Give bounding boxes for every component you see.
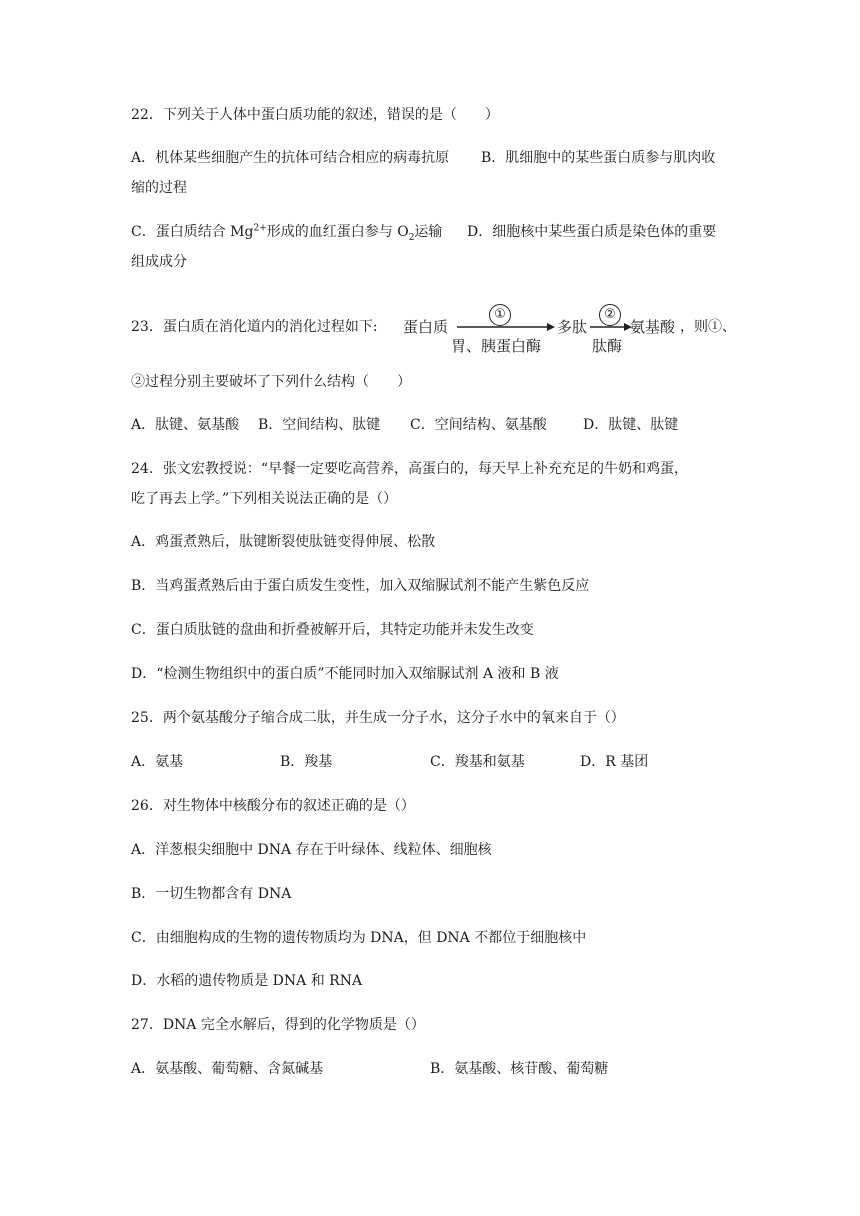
q25-option-c: C．羧基和氨基	[430, 754, 525, 770]
flow-protein: 蛋白质	[403, 318, 449, 336]
q26-option-d: D．水稻的遗传物质是 DNA 和 RNA	[131, 973, 363, 989]
q22-option-b-cont: 缩的过程	[131, 180, 187, 196]
q25-option-b: B．羧基	[280, 754, 333, 770]
q26-option-c: C．由细胞构成的生物的遗传物质均为 DNA，但 DNA 不都位于细胞核中	[131, 930, 587, 946]
q22-option-c-post: 运输	[414, 224, 443, 240]
q22-option-d-cont: 组成成分	[131, 254, 187, 270]
q22-option-c-pre: C．蛋白质结合 Mg	[131, 224, 254, 240]
q24-option-a: A．鸡蛋煮熟后，肽键断裂使肽链变得伸展、松散	[131, 534, 436, 550]
q23-option-d: D．肽键、肽键	[583, 417, 679, 433]
q24-option-d: D．“检测生物组织中的蛋白质”不能同时加入双缩脲试剂 A 液和 B 液	[131, 666, 559, 682]
q22-option-b: B．肌细胞中的某些蛋白质参与肌肉收	[481, 150, 716, 166]
flow-enzyme1: 胃、胰蛋白酶	[451, 337, 542, 355]
q23-stem-line2: ②过程分别主要破坏了下列什么结构（ ）	[131, 374, 411, 390]
q24-stem-line2: 吃了再去上学。”下列相关说法正确的是（）	[131, 491, 398, 507]
q23-option-b: B．空间结构、肽键	[258, 417, 381, 433]
q22-option-d: D．细胞核中某些蛋白质是染色体的重要	[467, 224, 717, 240]
flow-amino-acid: 氨基酸	[630, 318, 676, 336]
q22-option-a: A．机体某些细胞产生的抗体可结合相应的病毒抗原	[131, 150, 450, 166]
q27-option-a: A．氨基酸、葡萄糖、含氮碱基	[131, 1061, 324, 1077]
digestion-flow-diagram	[400, 300, 680, 360]
q26-stem: 26．对生物体中核酸分布的叙述正确的是（）	[131, 798, 415, 814]
q24-stem: 24．张文宏教授说：“早餐一定要吃高营养，高蛋白的，每天早上补充充足的牛奶和鸡蛋，	[131, 461, 688, 477]
q27-stem: 27．DNA 完全水解后，得到的化学物质是（）	[131, 1017, 425, 1033]
flow-step2: ②	[599, 304, 621, 326]
q24-option-b: B．当鸡蛋煮熟后由于蛋白质发生变性，加入双缩脲试剂不能产生紫色反应	[131, 578, 590, 594]
flow-step1: ①	[489, 304, 511, 326]
q22-option-c-mid: 形成的血红蛋白参与 O	[266, 224, 409, 240]
flow-peptide: 多肽	[557, 318, 588, 336]
q27-option-b: B．氨基酸、核苷酸、葡萄糖	[430, 1061, 609, 1077]
q26-option-b: B．一切生物都含有 DNA	[131, 886, 292, 902]
flow-enzyme2: 肽酶	[592, 337, 623, 355]
q22-stem: 22．下列关于人体中蛋白质功能的叙述，错误的是（ ）	[131, 107, 499, 123]
q23-option-a: A．肽键、氨基酸	[131, 417, 240, 433]
q26-option-a: A．洋葱根尖细胞中 DNA 存在于叶绿体、线粒体、细胞核	[131, 842, 492, 858]
q23-stem-tail: ，则①、	[680, 319, 736, 335]
q25-stem: 25．两个氨基酸分子缩合成二肽，并生成一分子水，这分子水中的氧来自于（）	[131, 710, 625, 726]
q25-option-a: A．氨基	[131, 754, 184, 770]
q22-option-c-sub: 2	[408, 232, 415, 243]
q23-stem: 23．蛋白质在消化道内的消化过程如下:	[131, 319, 378, 335]
q22-option-c-sup: 2+	[253, 223, 267, 234]
q24-option-c: C．蛋白质肽链的盘曲和折叠被解开后，其特定功能并未发生改变	[131, 622, 534, 638]
q22-option-c	[131, 222, 442, 242]
q23-option-c: C．空间结构、氨基酸	[410, 417, 547, 433]
q25-option-d: D．R 基团	[580, 754, 649, 770]
